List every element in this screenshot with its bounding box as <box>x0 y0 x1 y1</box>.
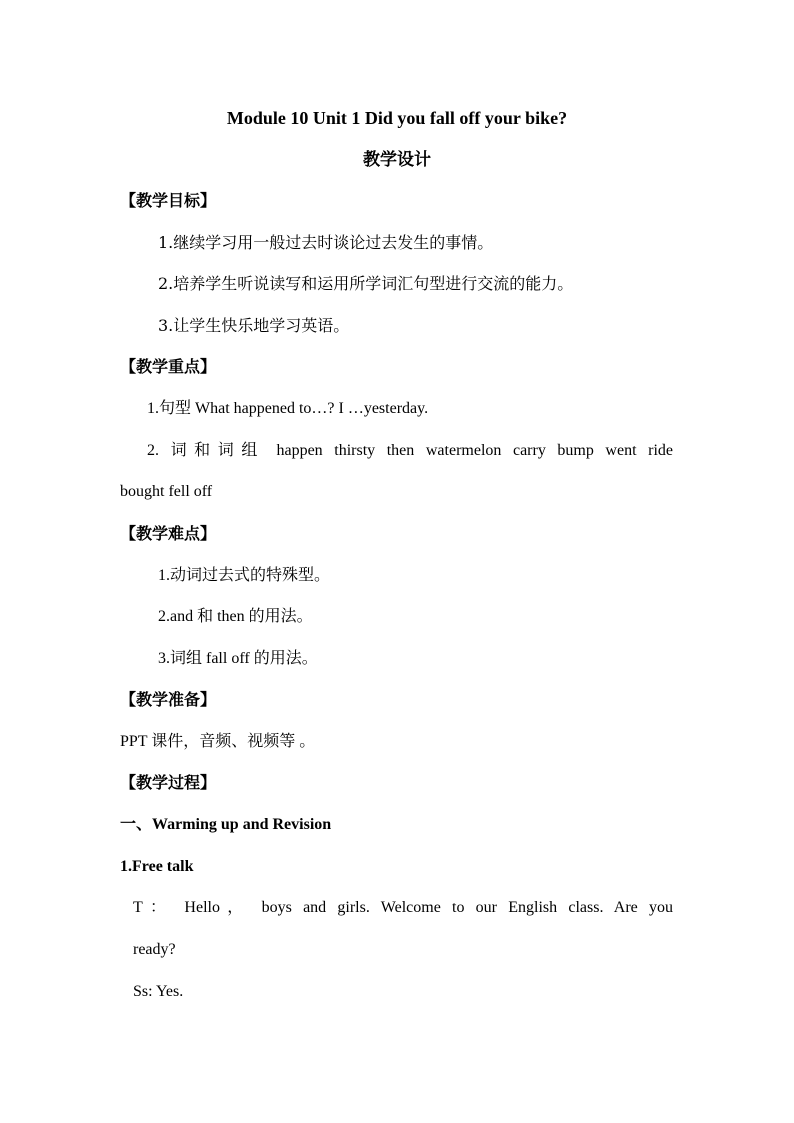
key-points-heading: 【教学重点】 <box>120 357 217 376</box>
preparation-heading: 【教学准备】 <box>120 690 217 709</box>
difficulty-item-2: 2.and 和 then 的用法。 <box>158 608 313 625</box>
preparation-text: PPT 课件，音频、视频等 。 <box>120 733 316 750</box>
dialog-teacher-line: T： Hello， boys and girls. Welcome to our English class. Are you <box>133 899 673 916</box>
objective-item-2: 2.培养学生听说读写和运用所学词汇句型进行交流的能力。 <box>158 274 574 293</box>
process-heading: 【教学过程】 <box>120 773 217 792</box>
dialog-students-line: Ss: Yes. <box>133 983 184 1000</box>
key-point-item-2-continued: bought fell off <box>120 483 213 500</box>
difficulty-item-1: 1.动词过去式的特殊型。 <box>158 567 331 584</box>
key-point-item-2: 2. 词和词组 happen thirsty then watermelon carry bump went ride <box>147 442 673 459</box>
difficulty-item-3: 3.词组 fall off 的用法。 <box>158 650 318 667</box>
objective-item-3: 3.让学生快乐地学习英语。 <box>158 316 350 335</box>
objective-item-1: 1.继续学习用一般过去时谈论过去发生的事情。 <box>158 233 494 252</box>
difficulties-heading: 【教学难点】 <box>120 524 217 543</box>
process-subsection-free-talk: 1.Free talk <box>120 858 194 875</box>
process-section-1-title: 一、Warming up and Revision <box>120 816 332 833</box>
document-title: Module 10 Unit 1 Did you fall off your bike? <box>226 108 568 128</box>
document-subtitle: 教学设计 <box>363 150 431 170</box>
dialog-teacher-line-continued: ready? <box>133 941 176 958</box>
key-point-item-1: 1.句型 What happened to…? I …yesterday. <box>147 400 429 417</box>
objectives-heading: 【教学目标】 <box>120 191 217 210</box>
